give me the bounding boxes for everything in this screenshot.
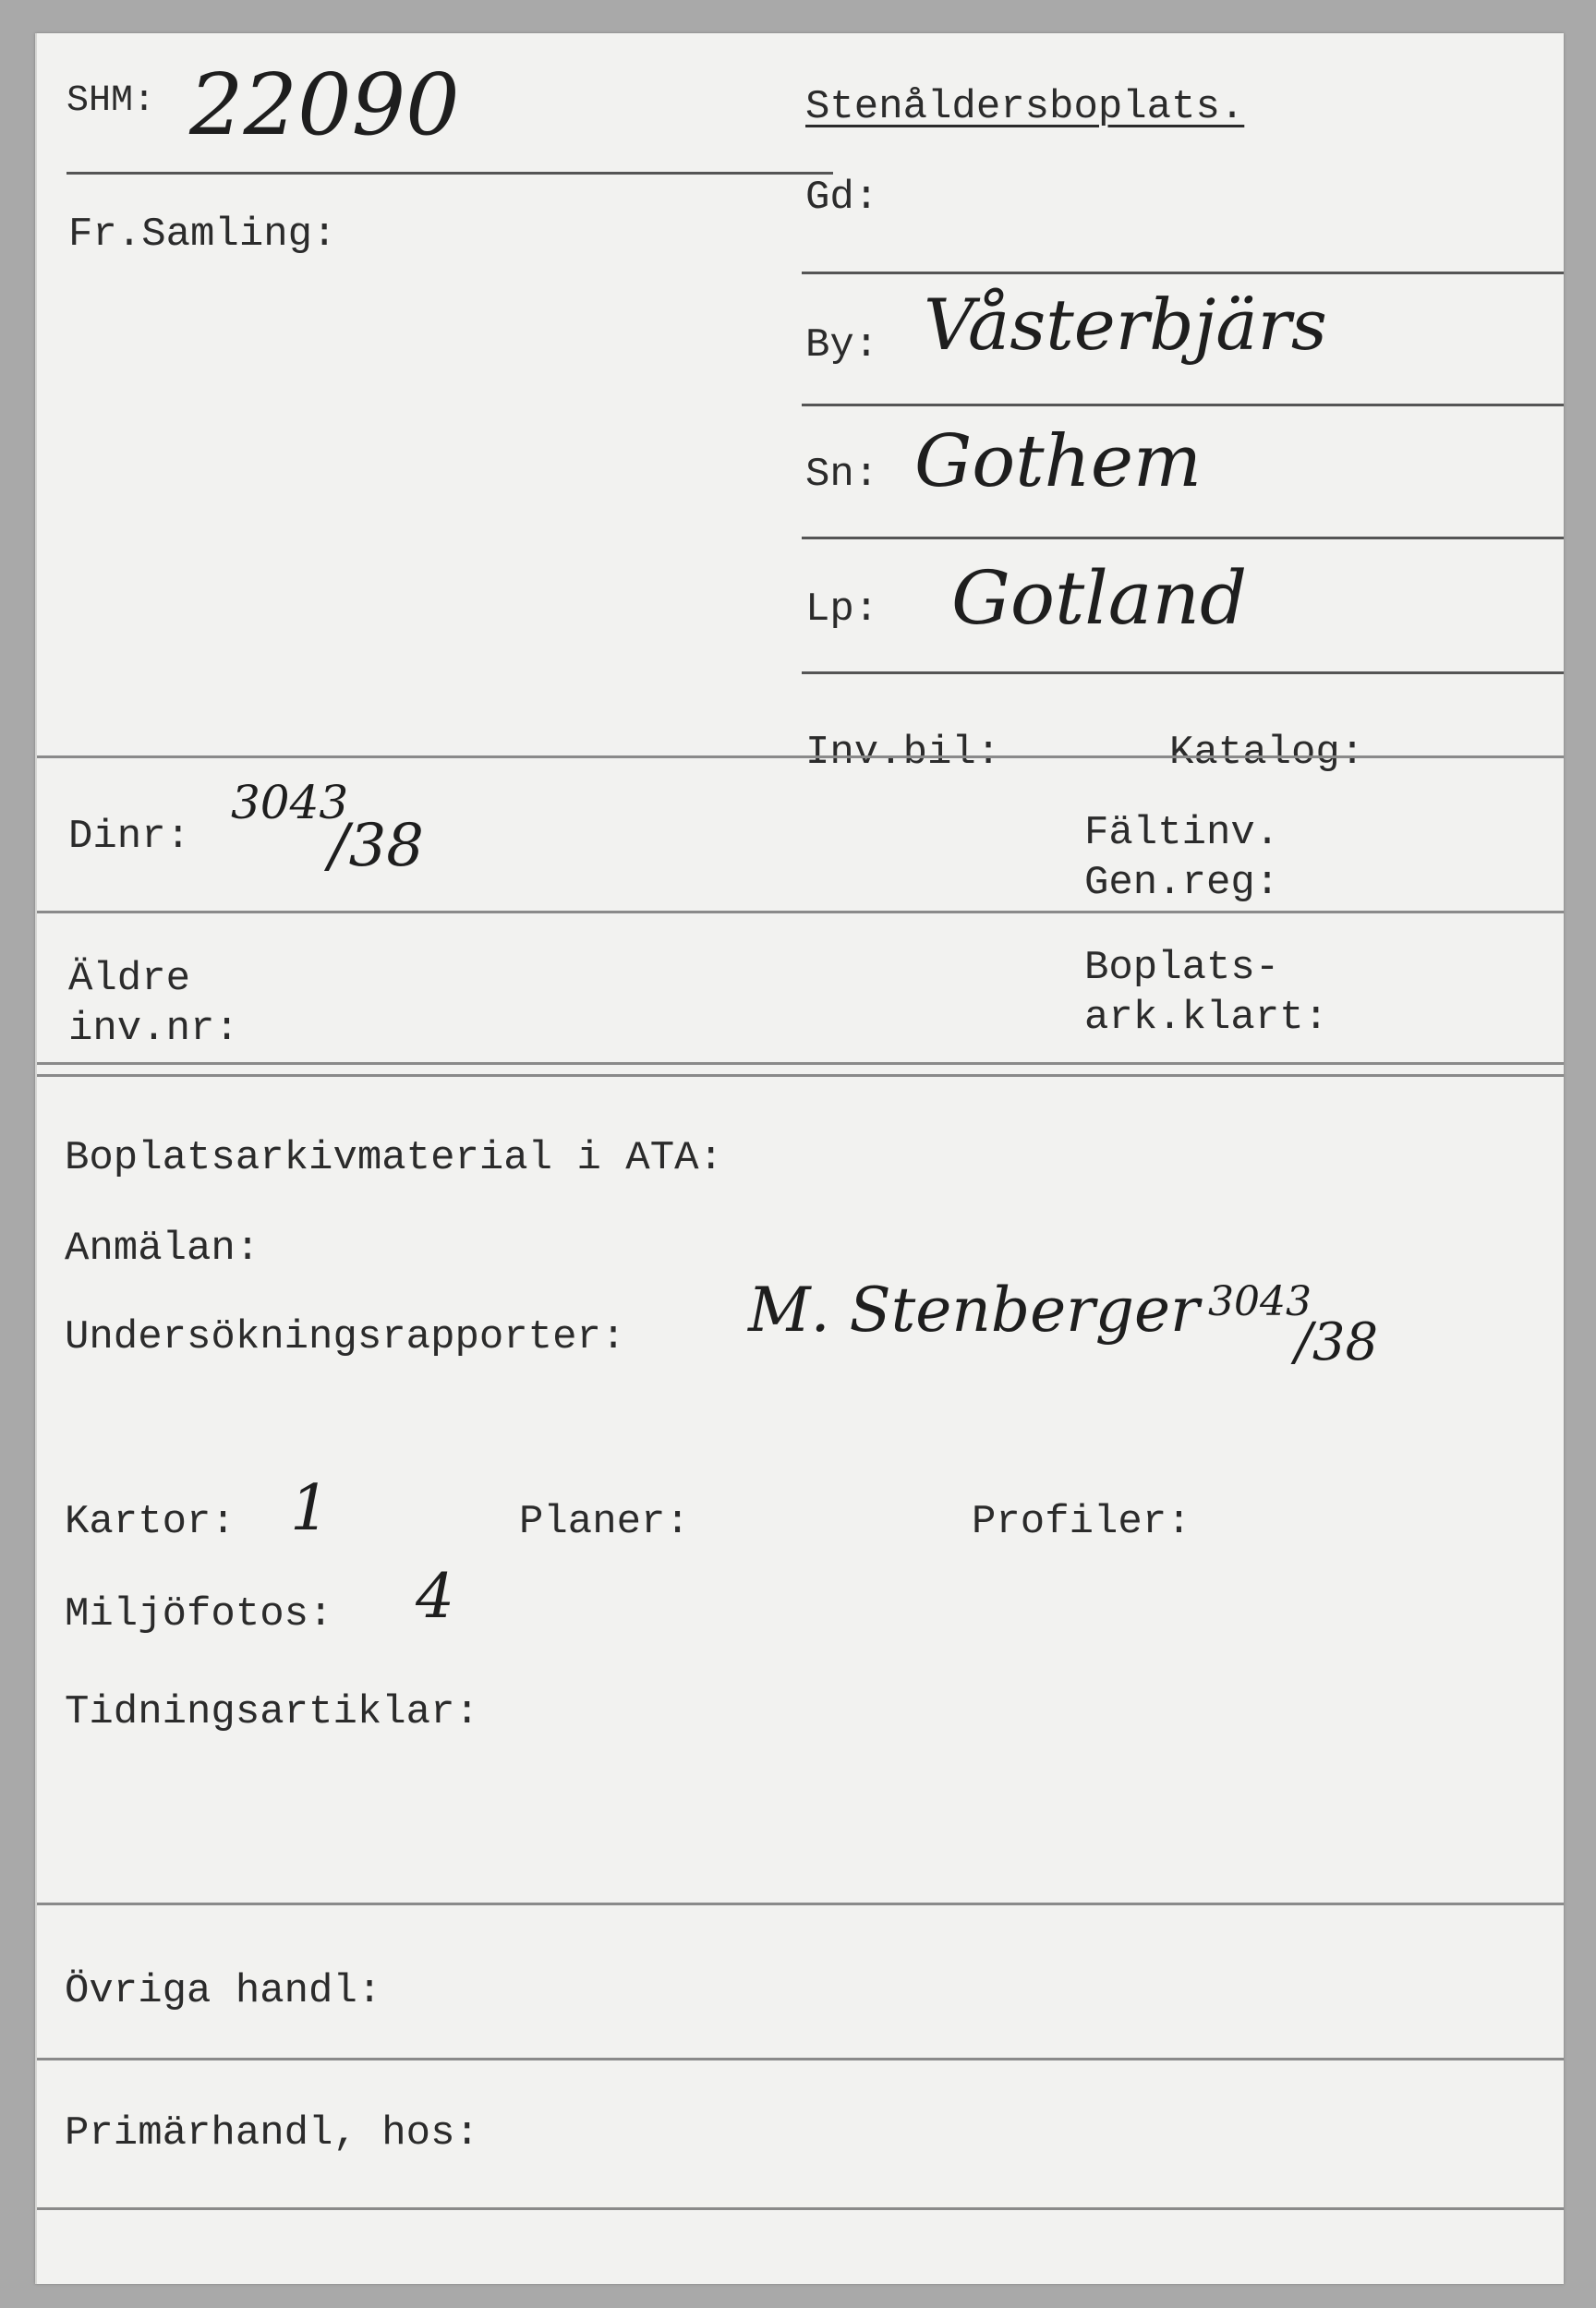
boplats-label: Boplats- <box>1084 945 1280 991</box>
aldre-label: Äldre <box>68 956 191 1002</box>
sn-value-handwritten: Gothem <box>914 420 1202 503</box>
dinr-value-handwritten: 3043 <box>231 776 349 829</box>
by-line <box>802 404 1564 406</box>
shm-number-handwritten: 22090 <box>189 55 460 154</box>
katalog-label: Katalog: <box>1169 730 1365 776</box>
fr-samling-label: Fr.Samling: <box>68 211 337 258</box>
inv-nr-label: inv.nr: <box>68 1006 239 1052</box>
miljofotos-value-handwritten: 4 <box>416 1561 454 1632</box>
archive-index-card <box>35 33 1564 2284</box>
sn-line <box>802 537 1564 539</box>
genreg-label: Gen.reg: <box>1084 860 1280 906</box>
dinr-year-handwritten: /38 <box>329 812 424 880</box>
faltinv-label: Fältinv. <box>1084 810 1280 856</box>
kartor-label: Kartor: <box>65 1499 236 1545</box>
card-heading: Stenåldersboplats. <box>805 84 1245 130</box>
section-rule-4 <box>37 2058 1564 2060</box>
lp-value-handwritten: Gotland <box>951 555 1248 641</box>
undersokningsrapporter-number-handwritten: 3043 <box>1208 1278 1312 1325</box>
shm-label: SHM: <box>66 80 156 122</box>
kartor-value-handwritten: 1 <box>290 1472 331 1545</box>
undersokningsrapporter-value-handwritten: M. Stenberger <box>748 1275 1200 1346</box>
section-rule-2 <box>37 911 1564 913</box>
by-value-handwritten: Våsterbjärs <box>924 284 1327 366</box>
lp-line <box>802 671 1564 674</box>
section-rule-5 <box>37 2207 1564 2210</box>
tidningsartiklar-label: Tidningsartiklar: <box>65 1689 479 1735</box>
inv-bil-label: Inv.bil: <box>805 730 1001 776</box>
ata-label: Boplatsarkivmaterial i ATA: <box>65 1135 723 1181</box>
shm-underline <box>66 172 833 175</box>
ovriga-handl-label: Övriga handl: <box>65 1968 382 2014</box>
gd-label: Gd: <box>805 175 879 221</box>
lp-label: Lp: <box>805 586 879 633</box>
section-rule-3 <box>37 1903 1564 1905</box>
dinr-label: Dinr: <box>68 814 191 860</box>
gd-line <box>802 272 1564 274</box>
ark-klart-label: ark.klart: <box>1084 995 1329 1041</box>
undersokningsrapporter-label: Undersökningsrapporter: <box>65 1314 626 1360</box>
section-rule-1 <box>37 755 1564 758</box>
section-double-rule <box>37 1062 1564 1077</box>
profiler-label: Profiler: <box>972 1499 1191 1545</box>
anmalan-label: Anmälan: <box>65 1226 260 1272</box>
by-label: By: <box>805 322 879 369</box>
undersokningsrapporter-year-handwritten: /38 <box>1295 1312 1379 1372</box>
planer-label: Planer: <box>519 1499 690 1545</box>
primarhandl-label: Primärhandl, hos: <box>65 2110 479 2157</box>
miljofotos-label: Miljöfotos: <box>65 1591 333 1637</box>
sn-label: Sn: <box>805 452 879 498</box>
